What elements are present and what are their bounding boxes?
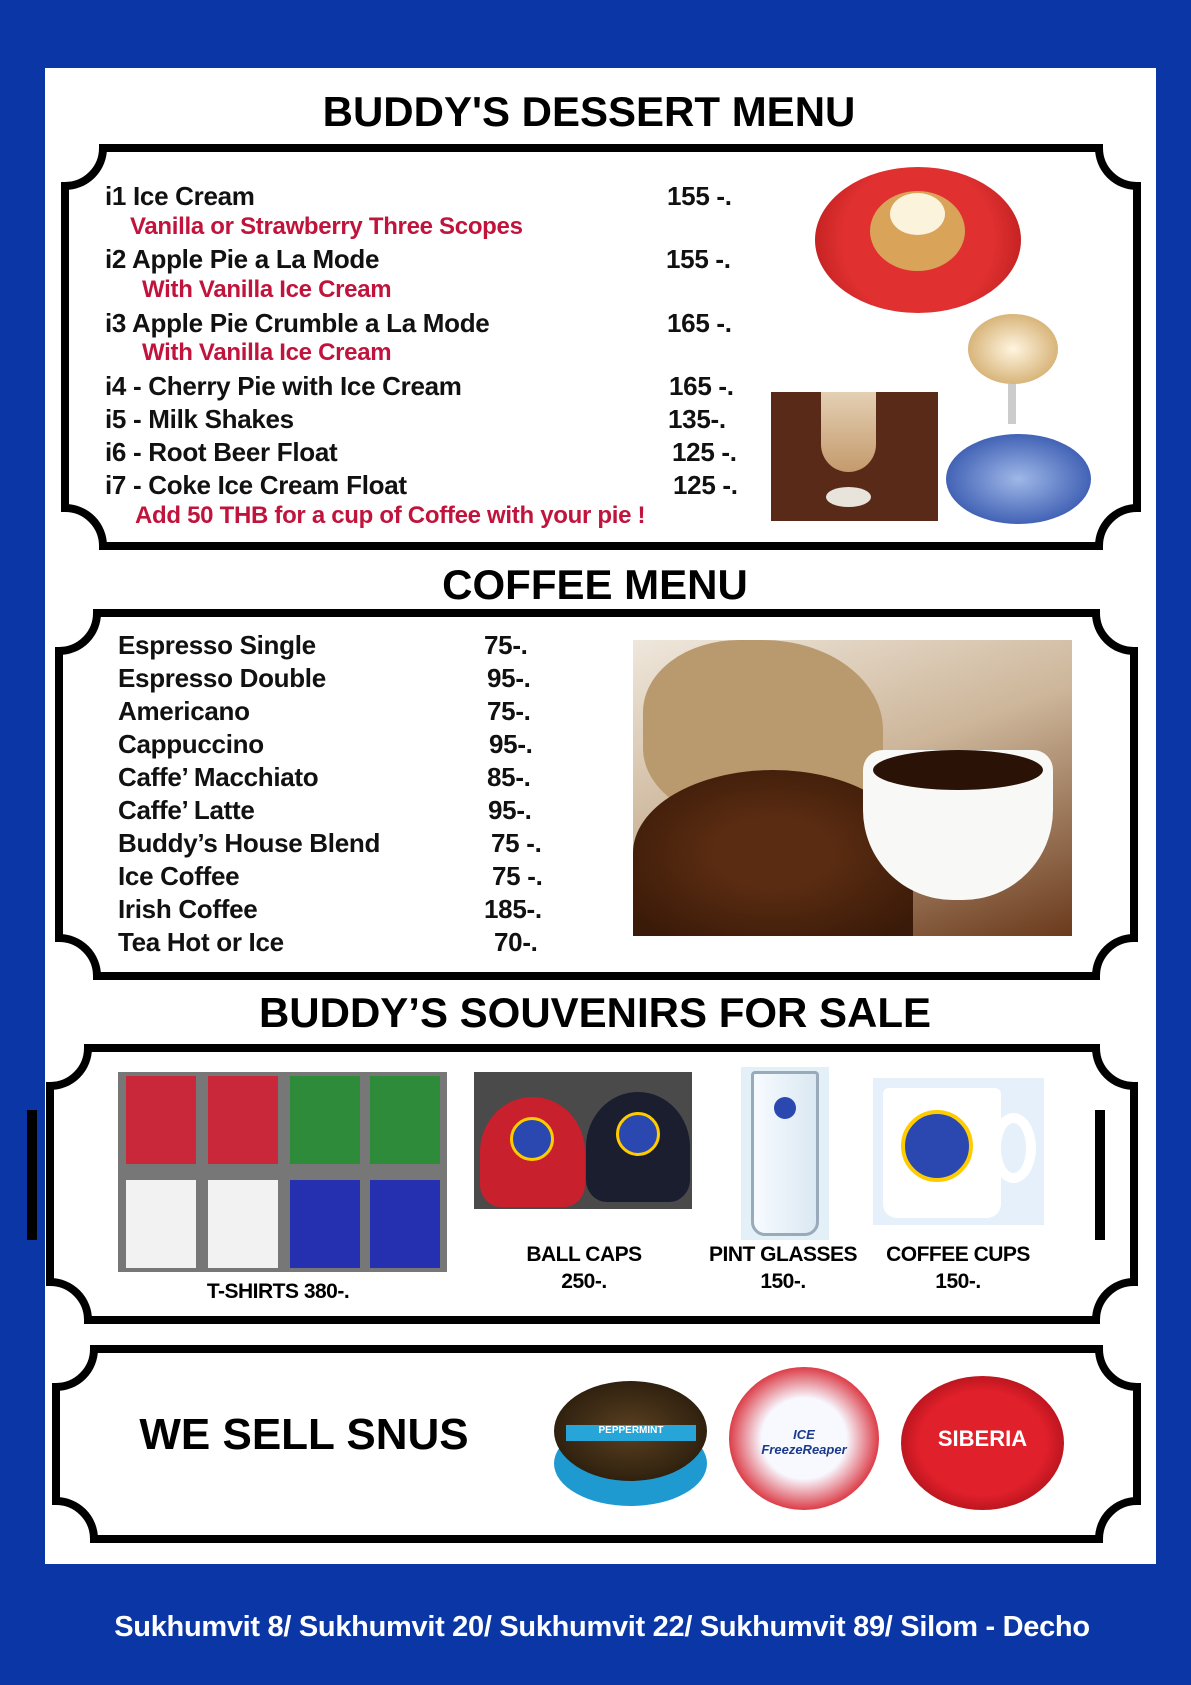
pint-glasses-label <box>709 1241 857 1295</box>
tshirts-label: T-SHIRTS 380-. <box>206 1280 350 1303</box>
dessert-item-price: 165 -. <box>667 308 732 338</box>
ball-caps-name: BALL CAPS <box>526 1243 642 1266</box>
milkshake-photo <box>771 392 938 521</box>
coffee-item-name: Irish Coffee <box>118 894 258 924</box>
coffee-item-price: 185-. <box>484 894 542 924</box>
tin-label: ICE FreezeReaper <box>761 1427 847 1457</box>
dessert-item-price: 125 -. <box>673 470 738 500</box>
dessert-item-name: i3 Apple Pie Crumble a La Mode <box>105 308 490 338</box>
snus-tin-peppermint <box>554 1381 707 1510</box>
apple-pie-photo <box>815 161 1021 317</box>
dessert-item-desc: With Vanilla Ice Cream <box>142 276 392 303</box>
coffee-item-name: Buddy’s House Blend <box>118 828 381 858</box>
coffee-item-price: 75 -. <box>492 861 543 891</box>
dessert-item-name: i7 - Coke Ice Cream Float <box>105 470 407 500</box>
snus-tin-siberia <box>901 1376 1064 1510</box>
dessert-item-price: 155 -. <box>666 244 731 274</box>
dessert-item-name: i1 Ice Cream <box>105 181 255 211</box>
dessert-item-desc: With Vanilla Ice Cream <box>142 339 392 366</box>
pint-glasses-name: PINT GLASSES <box>708 1243 858 1266</box>
divider <box>27 1110 37 1240</box>
coffee-cup-photo <box>873 1078 1044 1225</box>
coffee-item-price: 70-. <box>494 927 538 957</box>
dessert-item-name: i6 - Root Beer Float <box>105 437 338 467</box>
coffee-item-price: 95-. <box>489 729 533 759</box>
coffee-item-price: 75-. <box>484 630 528 660</box>
dessert-note: Add 50 THB for a cup of Coffee with your pie ! <box>135 502 646 529</box>
dessert-item-price: 155 -. <box>667 181 732 211</box>
tshirts-photo <box>118 1072 447 1272</box>
dessert-item-name: i4 - Cherry Pie with Ice Cream <box>105 371 462 401</box>
divider <box>1095 1110 1105 1240</box>
tin-label: SIBERIA <box>937 1426 1028 1451</box>
pint-glasses-price: 150-. <box>760 1270 806 1293</box>
coffee-item-name: Tea Hot or Ice <box>118 927 284 957</box>
snus-tin-ice <box>729 1367 879 1510</box>
coffee-item-name: Espresso Single <box>118 630 316 660</box>
pint-glass-photo <box>741 1067 829 1240</box>
coffee-title: COFFEE MENU <box>442 561 748 608</box>
dessert-item-name: i2 Apple Pie a La Mode <box>105 244 380 274</box>
dessert-title: BUDDY'S DESSERT MENU <box>322 88 856 135</box>
footer-locations: Sukhumvit 8/ Sukhumvit 20/ Sukhumvit 22/ Sukhumvit 89/ Silom - Decho <box>114 1611 1090 1643</box>
dessert-item-price: 135-. <box>668 404 726 434</box>
coffee-item-price: 75-. <box>487 696 531 726</box>
souvenirs-title: BUDDY’S SOUVENIRS FOR SALE <box>258 989 932 1036</box>
coffee-item-name: Espresso Double <box>118 663 326 693</box>
dessert-item-name: i5 - Milk Shakes <box>105 404 294 434</box>
coffee-cups-label <box>886 1241 1030 1295</box>
coffee-cups-price: 150-. <box>935 1270 981 1293</box>
coffee-item-name: Cappuccino <box>118 729 264 759</box>
tin-label: PEPPERMINT <box>566 1425 696 1441</box>
dessert-item-price: 165 -. <box>669 371 734 401</box>
ball-caps-photo <box>474 1072 692 1209</box>
dessert-item-desc: Vanilla or Strawberry Three Scopes <box>130 213 523 240</box>
coffee-item-price: 75 -. <box>491 828 542 858</box>
coffee-item-price: 95-. <box>488 795 532 825</box>
coffee-item-name: Americano <box>118 696 250 726</box>
ball-caps-price: 250-. <box>561 1270 607 1293</box>
coffee-photo <box>633 640 1072 936</box>
sundae-photo <box>946 306 1091 532</box>
coffee-cups-name: COFFEE CUPS <box>886 1243 1030 1266</box>
coffee-item-name: Ice Coffee <box>118 861 240 891</box>
coffee-item-price: 95-. <box>487 663 531 693</box>
coffee-item-name: Caffe’ Latte <box>118 795 255 825</box>
coffee-item-price: 85-. <box>487 762 531 792</box>
ball-caps-label <box>526 1241 641 1295</box>
snus-title: WE SELL SNUS <box>139 1410 469 1459</box>
dessert-item-price: 125 -. <box>672 437 737 467</box>
coffee-item-name: Caffe’ Macchiato <box>118 762 319 792</box>
